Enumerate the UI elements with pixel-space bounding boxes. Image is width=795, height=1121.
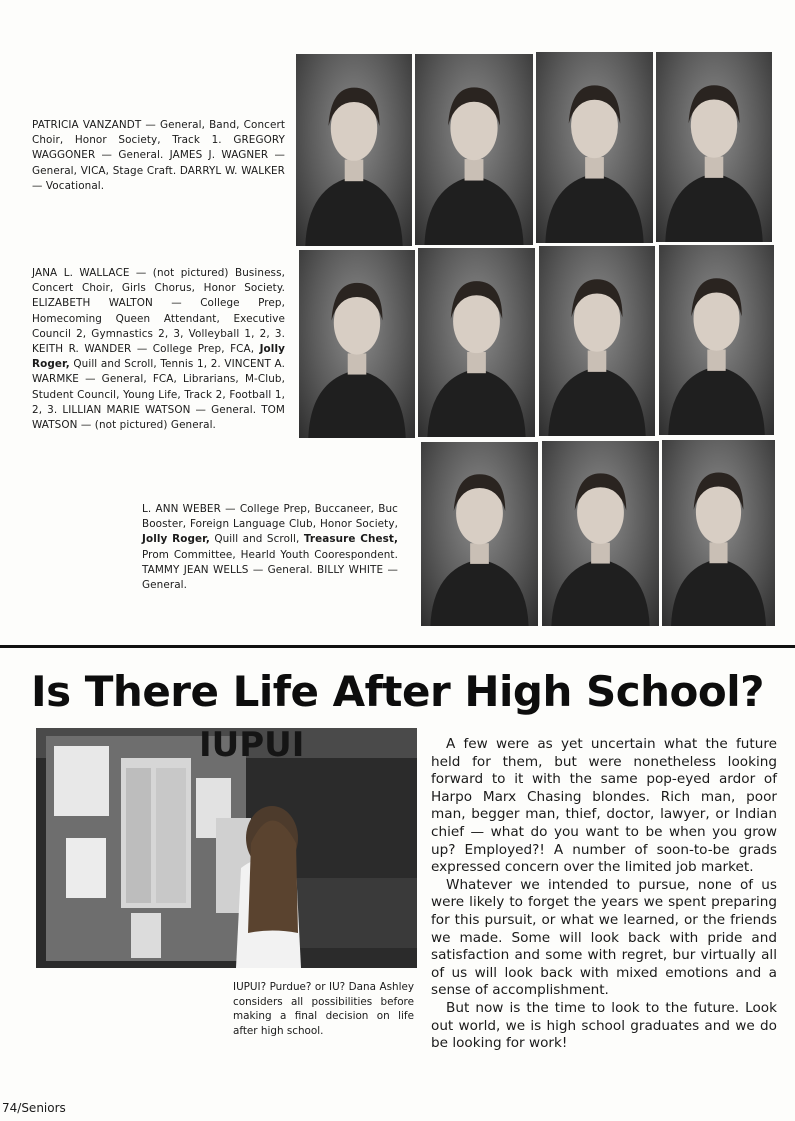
portrait-ann-weber (421, 442, 538, 626)
portrait-silhouette (421, 442, 538, 626)
portrait-silhouette (299, 250, 415, 438)
caption-group-2-bold: Jolly Roger, (32, 343, 285, 371)
article-paragraph: A few were as yet uncertain what the future held for them, but were nonetheless looking forward to it with the same pop-eyed ardor of Harpo Marx Chasing blondes. Rich man, poor man, begger man, thief, doctor, lawyer, or Indian chief — what do you want to be when you grow up? Employed?! A number of soon-to-be grads expressed concern over the limited job market. (431, 736, 777, 876)
caption-group-2-text-b: Quill and Scroll, Tennis 1, 2. VINCENT A. WARMKE — General, FCA, Librarians, M-Club, Student Council, Young Life, Track 2, Football 1, 2, 3. LILLIAN MARIE WATSON — General. TOM WATSON — (not pictured) General. (32, 358, 285, 432)
portrait-tammy-wells (542, 441, 659, 626)
caption-group-3-text-b: Quill and Scroll, (209, 533, 304, 546)
portrait-lillian-watson (659, 245, 774, 435)
portrait-james-wagner (536, 52, 653, 243)
photo-caption: IUPUI? Purdue? or IU? Dana Ashley considers all possibilities before making a final decision on life after high school. (233, 981, 414, 1037)
portrait-silhouette (536, 52, 653, 243)
iupui-sign: IUPUI (199, 728, 305, 765)
portrait-silhouette (415, 54, 533, 245)
portrait-keith-wander (418, 248, 535, 437)
caption-group-2-text-a: JANA L. WALLACE — (not pictured) Business, Concert Choir, Girls Chorus, Honor Society. ELIZABETH WALTON — College Prep, Homecoming Queen Attendant, Executive Council 2, Gymnastics 2, 3, Volleyball 1, 2, 3. KEITH R. WANDER — College Prep, FCA, (32, 267, 285, 356)
section-divider (0, 645, 795, 648)
article-headline: Is There Life After High School? (31, 667, 764, 716)
portrait-darryl-walker (656, 52, 772, 242)
portrait-silhouette (539, 246, 655, 436)
bulletin-board-photo (36, 728, 417, 968)
page-folio: 74/Seniors (2, 1101, 66, 1115)
article-paragraph: Whatever we intended to pursue, none of us were likely to forget the years we spent preparing for this pursuit, or what we learned, or the friends we made. Some will look back with pride and satisfaction and some with regret, bur virtually all of us will look back with mixed emotions and a sense of accomplishment. (431, 876, 777, 999)
portrait-silhouette (542, 441, 659, 626)
caption-group-3-bold-b: Treasure Chest, (303, 533, 399, 546)
portrait-billy-white (662, 440, 775, 626)
portrait-silhouette (656, 52, 772, 242)
portrait-silhouette (662, 440, 775, 626)
portrait-gregory-waggoner (415, 54, 533, 245)
caption-group-3-text-c: Prom Committee, Hearld Youth Coorespondent. TAMMY JEAN WELLS — General. BILLY WHITE — General. (142, 548, 398, 592)
article-paragraph: But now is the time to look to the future. Look out world, we is high school graduates and we do be looking for work! (431, 999, 777, 1052)
article-body (431, 736, 777, 1053)
portrait-silhouette (296, 54, 412, 246)
caption-group-1: PATRICIA VANZANDT — General, Band, Concert Choir, Honor Society, Track 1. GREGORY WAGGONER — General. JAMES J. WAGNER — General, VICA, Stage Craft. DARRYL W. WALKER — Vocational. (32, 119, 285, 192)
portrait-elizabeth-walton (299, 250, 415, 438)
bulletin-board-illustration (36, 728, 417, 968)
portrait-vincent-warmke (539, 246, 655, 436)
portrait-silhouette (659, 245, 774, 435)
caption-group-3 (142, 502, 398, 593)
caption-group-3-bold-a: Jolly Roger, (142, 533, 210, 546)
portrait-patricia-vanzandt (296, 54, 412, 246)
portrait-silhouette (418, 248, 535, 437)
caption-group-3-text-a: L. ANN WEBER — College Prep, Buccaneer, Buc Booster, Foreign Language Club, Honor Society, (142, 503, 398, 531)
caption-group-2 (32, 266, 285, 433)
